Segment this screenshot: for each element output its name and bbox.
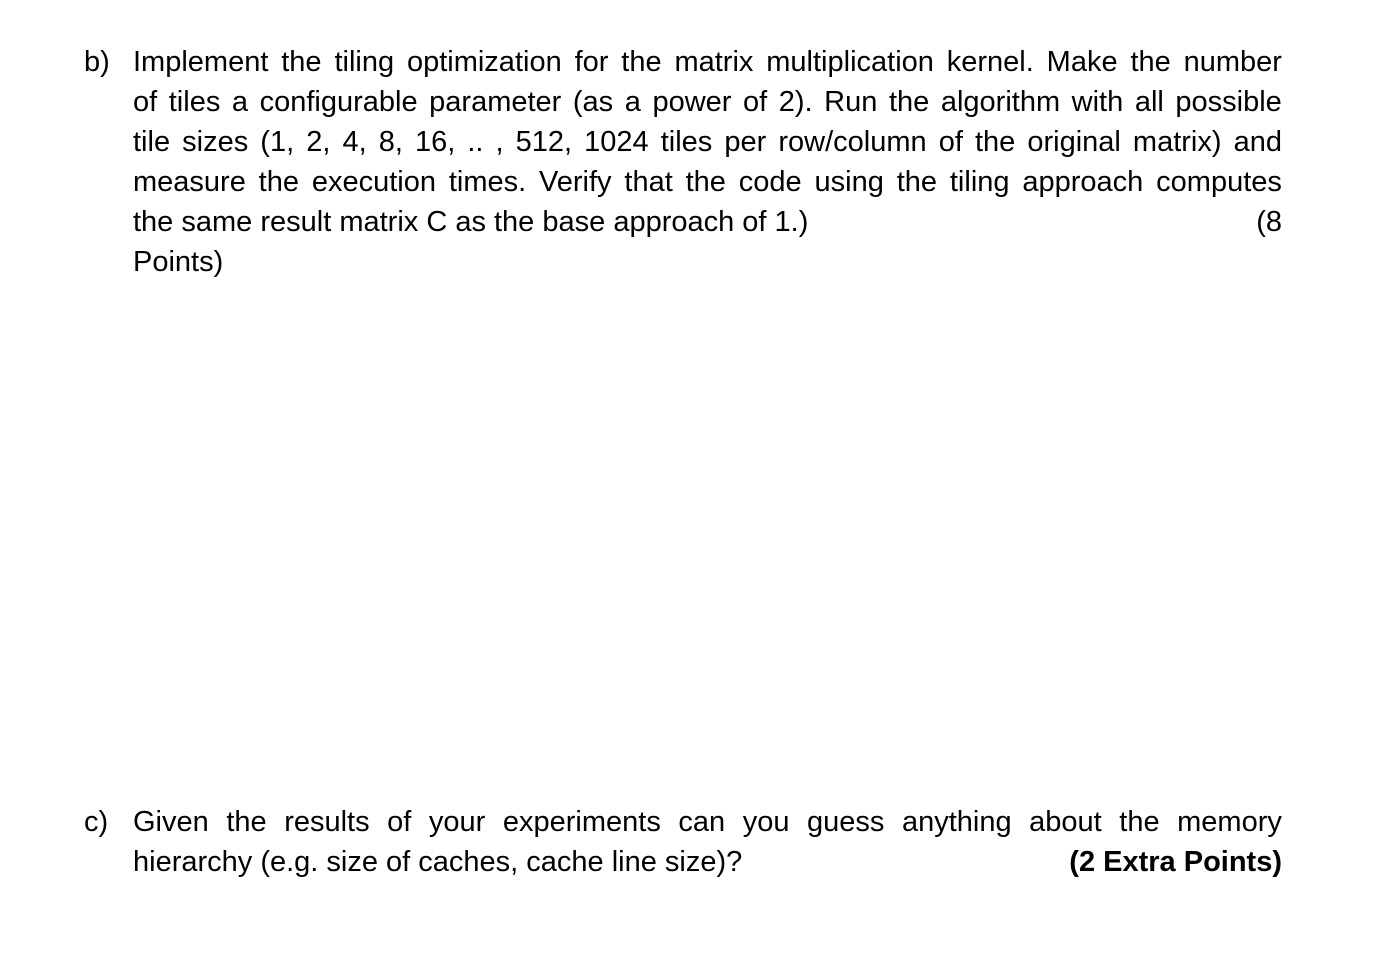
question-b-line-2-word: algorithm	[940, 86, 1061, 118]
question-b-line-3-word: and	[1233, 126, 1282, 158]
question-b-line-5-text: the same result matrix C as the base approach of 1.)	[133, 206, 809, 238]
question-b-line-2-word: all	[1134, 86, 1164, 118]
question-b-line-4-word: the	[258, 166, 299, 198]
question-b-line-2-word: power	[652, 86, 732, 118]
question-c-line-1-word: can	[678, 806, 726, 838]
question-b-line-1	[133, 42, 1282, 82]
question-c-line-1-word: about	[1029, 806, 1102, 838]
question-b-line-6	[133, 242, 1282, 282]
question-c-line-1-word: anything	[901, 806, 1012, 838]
question-b-line-3-word: original	[1027, 126, 1121, 158]
question-b-line-3-word: tiles	[660, 126, 713, 158]
question-b-line-4-word: times.	[448, 166, 527, 198]
question-b-line-1-word: kernel.	[946, 46, 1034, 78]
question-c-line-2	[133, 842, 1282, 882]
question-b-line-2-word: of	[743, 86, 768, 118]
question-b-line-1-word: for	[574, 46, 609, 78]
question-b-line-2	[133, 82, 1282, 122]
question-b-line-3-word: of	[938, 126, 963, 158]
question-b-line-4-word: the	[685, 166, 726, 198]
question-b	[84, 42, 1282, 282]
question-c-marker: c)	[84, 806, 109, 838]
question-b-line-4-word: code	[738, 166, 802, 198]
question-b-line-2-word: of	[133, 86, 158, 118]
question-b-line-3	[133, 122, 1282, 162]
question-b-line-3-word: 4,	[342, 126, 367, 158]
question-b-line-1-word: optimization	[406, 46, 562, 78]
question-b-points-open: (8	[1256, 206, 1282, 238]
question-b-line-2-word: with	[1071, 86, 1124, 118]
question-b-line-2-word: tiles	[168, 86, 221, 118]
question-c-line-1-word: results	[284, 806, 370, 838]
question-b-line-1-word: the	[281, 46, 322, 78]
question-b-line-3-word: 8,	[378, 126, 403, 158]
question-c-line-1-word: experiments	[502, 806, 661, 838]
question-b-line-1-word: Implement	[133, 46, 269, 78]
question-b-marker: b)	[84, 46, 110, 78]
question-b-line-3-word: (1,	[260, 126, 295, 158]
question-b-line-2-word: configurable	[259, 86, 418, 118]
question-b-line-2-word: Run	[824, 86, 878, 118]
question-b-line-1-word: matrix	[674, 46, 754, 78]
question-b-line-3-word: 16,	[414, 126, 456, 158]
question-b-line-3-word: the	[974, 126, 1016, 158]
question-b-line-3-word: ,	[495, 126, 504, 158]
question-b-line-4-word: execution	[311, 166, 436, 198]
question-c	[84, 802, 1282, 882]
question-b-line-4-word: that	[624, 166, 673, 198]
question-b-line-4-word: approach	[1022, 166, 1144, 198]
question-c-line-2-text: hierarchy (e.g. size of caches, cache line size)?	[133, 846, 743, 878]
question-c-line-1-word: you	[742, 806, 790, 838]
question-b-line-2-word: a	[624, 86, 641, 118]
question-c-line-1-word: your	[428, 806, 486, 838]
question-b-line-2-word: 2).	[778, 86, 813, 118]
question-b-line-1-word: the	[1130, 46, 1171, 78]
question-c-line-1-word: memory	[1177, 806, 1282, 838]
question-b-line-2-word: the	[888, 86, 930, 118]
question-b-line-1-word: multiplication	[766, 46, 934, 78]
question-b-line-4-word: the	[896, 166, 938, 198]
question-b-line-3-word: 1024	[584, 126, 649, 158]
question-b-line-3-word: ..	[467, 126, 484, 158]
question-b-line-2-word: a	[231, 86, 249, 118]
question-b-line-4-word: using	[814, 166, 884, 198]
question-b-line-2-word: parameter	[429, 86, 562, 118]
question-b-line-3-word: 2,	[306, 126, 331, 158]
question-c-line-1	[133, 802, 1282, 842]
question-c-line-1-word: of	[387, 806, 412, 838]
question-b-line-1-word: tiling	[334, 46, 395, 78]
question-b-line-3-word: matrix)	[1132, 126, 1222, 158]
question-b-line-5	[133, 202, 1282, 242]
question-c-line-1-word: the	[226, 806, 267, 838]
question-b-line-4	[133, 162, 1282, 202]
question-c-points: (2 Extra Points)	[1069, 846, 1282, 878]
question-c-line-1-word: guess	[807, 806, 885, 838]
question-b-line-4-word: computes	[1156, 166, 1282, 198]
question-b-line-2-word: (as	[572, 86, 614, 118]
question-b-line-3-word: tile	[133, 126, 171, 158]
question-b-line-1-word: number	[1183, 46, 1282, 78]
question-b-line-1-word: the	[621, 46, 662, 78]
question-b-line-4-word: tiling	[949, 166, 1010, 198]
question-b-line-1-word: Make	[1046, 46, 1118, 78]
question-b-line-4-word: Verify	[539, 166, 612, 198]
question-b-line-3-word: sizes	[182, 126, 249, 158]
question-b-line-3-word: row/column	[778, 126, 927, 158]
question-b-line-3-word: 512,	[515, 126, 573, 158]
question-c-line-1-word: Given	[133, 806, 209, 838]
question-c-line-1-word: the	[1119, 806, 1160, 838]
question-b-line-4-word: measure	[133, 166, 246, 198]
question-b-points-close: Points)	[133, 246, 224, 278]
question-b-line-2-word: possible	[1175, 86, 1282, 118]
question-b-line-3-word: per	[724, 126, 767, 158]
